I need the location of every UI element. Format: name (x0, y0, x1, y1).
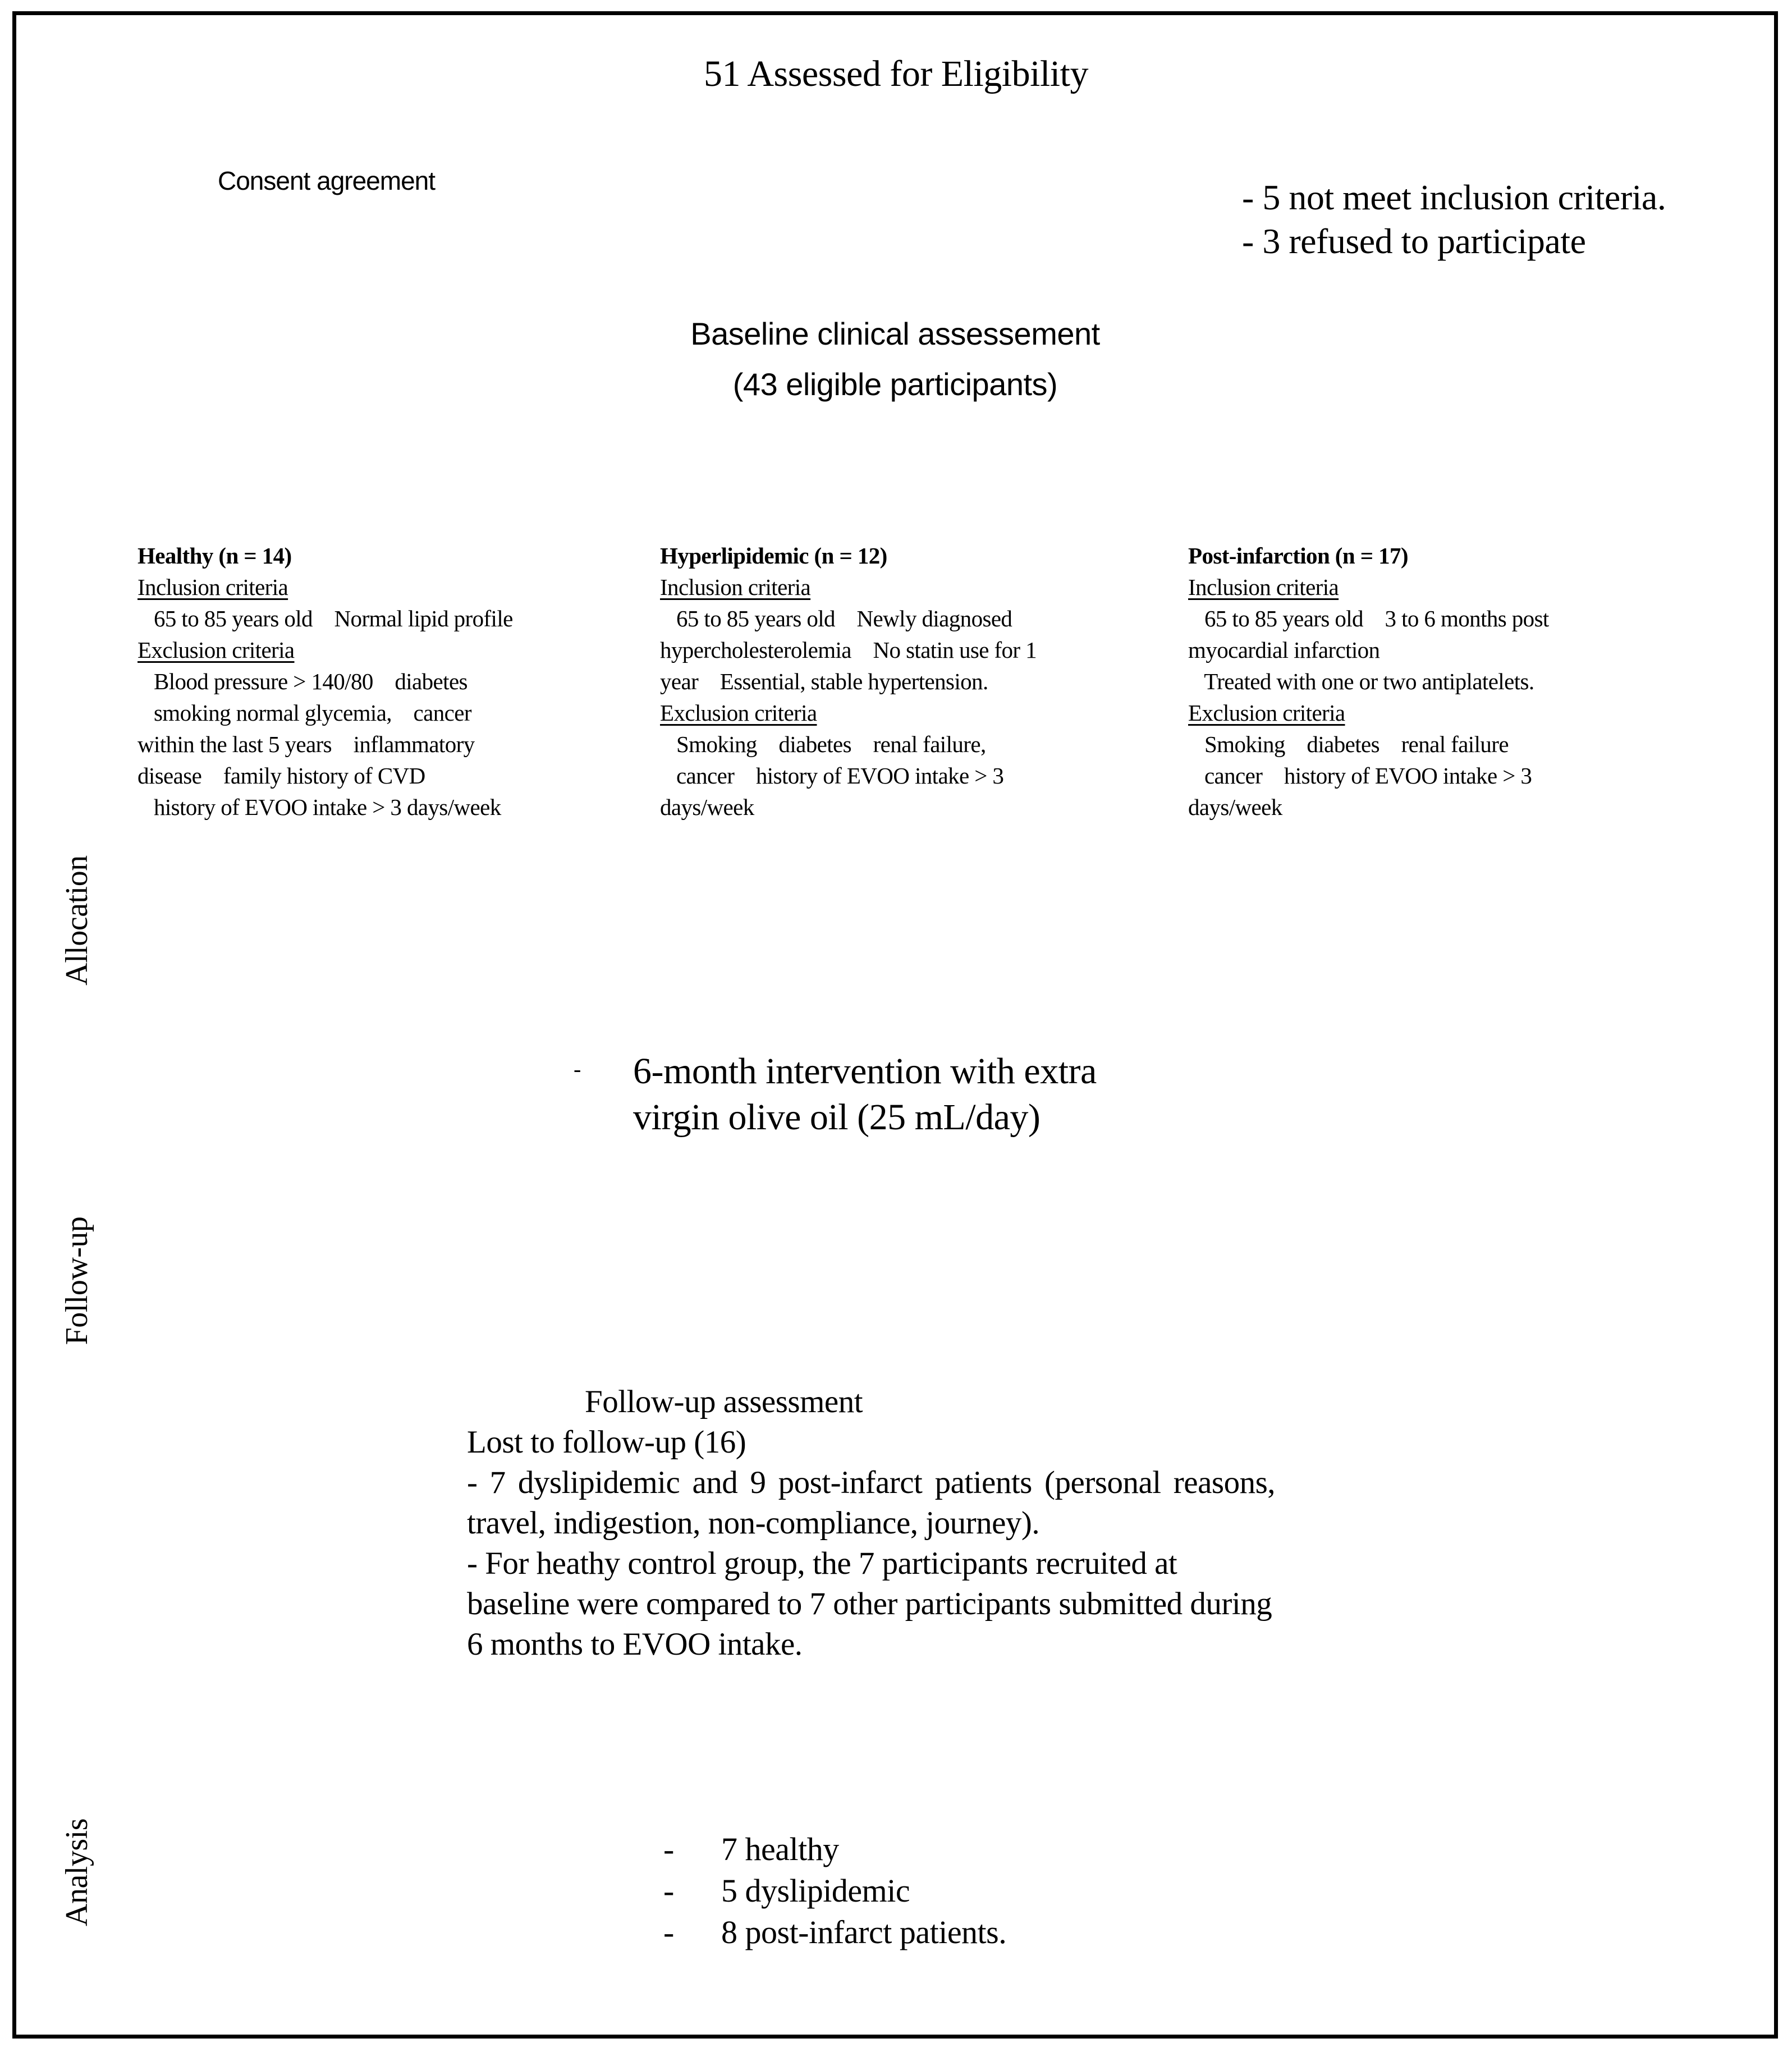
criteria-line: smoking normal glycemia, cancer (138, 700, 471, 726)
inclusion-label: Inclusion criteria (1188, 574, 1339, 600)
criteria-line: Treated with one or two antiplatelets. (1188, 668, 1534, 694)
criteria-line: 65 to 85 years old Normal lipid profile (138, 606, 513, 631)
criteria-line: Smoking diabetes renal failure (1188, 731, 1509, 757)
healthy-control-note: - For heathy control group, the 7 participants recruited at baseline were compared to 7 other participants submitted during 6 months to EVOO intake. (467, 1546, 1272, 1662)
analysis-list (663, 1829, 1006, 1953)
criteria-line: Smoking diabetes renal failure, (660, 731, 986, 757)
follow-up-details (467, 1422, 1275, 1665)
analysis-item (663, 1870, 1006, 1912)
analysis-item (663, 1912, 1006, 1953)
baseline-box (561, 309, 1229, 410)
criteria-line: hypercholesterolemia No statin use for 1 (660, 637, 1037, 663)
intervention-box (633, 1048, 1097, 1140)
group-title: Hyperlipidemic (n = 12) (660, 543, 887, 569)
inclusion-label: Inclusion criteria (138, 574, 288, 600)
group-post-infarction (1188, 540, 1549, 823)
lost-to-follow-up: Lost to follow-up (16) (467, 1425, 746, 1460)
criteria-line: days/week (660, 794, 754, 820)
criteria-line: Blood pressure > 140/80 diabetes (138, 668, 468, 694)
stage-label-analysis: Analysis (59, 1819, 94, 1926)
baseline-count: (43 eligible participants) (732, 367, 1058, 402)
analysis-text: 5 dyslipidemic (721, 1872, 910, 1909)
follow-up-heading: Follow-up assessment (585, 1384, 863, 1419)
analysis-bullet: - (663, 1831, 674, 1867)
excluded-item: - 3 refused to participate (1242, 221, 1586, 261)
criteria-line: 65 to 85 years old 3 to 6 months post (1188, 606, 1549, 631)
group-healthy (138, 540, 513, 823)
baseline-line: Baseline clinical assessement (690, 316, 1100, 351)
group-title: Healthy (n = 14) (138, 543, 292, 569)
intervention-line: 6-month intervention with extra (633, 1051, 1097, 1092)
criteria-line: 65 to 85 years old Newly diagnosed (660, 606, 1012, 631)
assessed-title: 51 Assessed for Eligibility (704, 53, 1088, 94)
inclusion-label: Inclusion criteria (660, 574, 811, 600)
excluded-box (1242, 176, 1666, 263)
exclusion-label: Exclusion criteria (660, 700, 817, 726)
criteria-line: cancer history of EVOO intake > 3 (660, 763, 1004, 789)
group-hyperlipidemic (660, 540, 1037, 823)
consent-label: Consent agreement (218, 166, 436, 195)
criteria-line: disease family history of CVD (138, 763, 425, 789)
lost-reason: - 7 dyslipidemic and 9 post-infarct patients (personal reasons, travel, indigestion, non-compliance, journey). (467, 1465, 1275, 1541)
excluded-item: - 5 not meet inclusion criteria. (1242, 177, 1666, 217)
criteria-line: year Essential, stable hypertension. (660, 668, 988, 694)
criteria-line: cancer history of EVOO intake > 3 (1188, 763, 1532, 789)
criteria-line: history of EVOO intake > 3 days/week (138, 794, 501, 820)
exclusion-label: Exclusion criteria (138, 637, 295, 663)
group-title: Post-infarction (n = 17) (1188, 543, 1408, 569)
stage-label-allocation: Allocation (59, 855, 94, 986)
exclusion-label: Exclusion criteria (1188, 700, 1345, 726)
stage-label-follow-up: Follow-up (59, 1216, 94, 1345)
analysis-text: 8 post-infarct patients. (721, 1914, 1007, 1950)
analysis-item (663, 1829, 1006, 1870)
intervention-bullet: - (574, 1056, 581, 1082)
intervention-line: virgin olive oil (25 mL/day) (633, 1097, 1041, 1138)
analysis-text: 7 healthy (721, 1831, 839, 1867)
criteria-line: myocardial infarction (1188, 637, 1380, 663)
criteria-line: within the last 5 years inflammatory (138, 731, 475, 757)
criteria-line: days/week (1188, 794, 1282, 820)
analysis-bullet: - (663, 1914, 674, 1950)
analysis-bullet: - (663, 1872, 674, 1909)
